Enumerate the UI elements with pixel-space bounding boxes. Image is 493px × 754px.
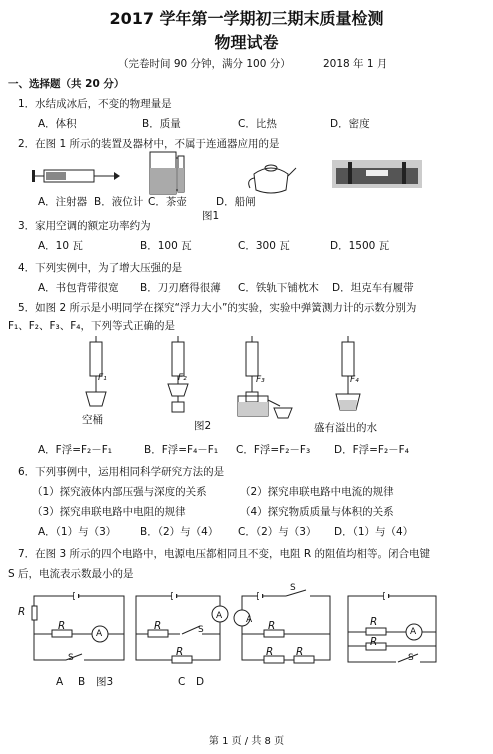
q5-stem-line1: 5．如图 2 所示是小明同学在探究“浮力大小”的实验，实验中弹簧测力计的示数分别为 [18,302,417,314]
q4-stem: 4．下列实例中，为了增大压强的是 [18,262,183,274]
circuit-b-r2: R [176,646,184,658]
circuit-label-b: B [78,676,86,688]
ship-lock-illustration [332,160,422,190]
q5-option-b: B．F浮=F₄－F₁ [144,444,219,456]
q5-option-a: A．F浮=F₂－F₁ [38,444,113,456]
circuit-d-switch: S [408,653,414,663]
q1-option-b: B．质量 [142,118,181,130]
f2-label: F₂ [178,373,187,383]
empty-bucket-label: 空桶 [82,414,103,426]
figure2-caption: 图2 [194,420,212,432]
circuit-c-ammeter: A [246,615,253,625]
circuit-label-a: A [56,676,64,688]
q3-option-a: A．10 瓦 [38,240,83,252]
q4-option-b: B．刀刃磨得很薄 [140,282,221,294]
q2-option-c: C．茶壶 [148,196,187,208]
spring-scale-1 [78,336,114,416]
q6-option-b: B．（2）与（4） [140,526,219,538]
circuit-d-r2: R [370,636,378,648]
circuit-label-d: D [196,676,205,688]
q7-stem-line2: S 后，电流表示数最小的是 [8,568,134,580]
level-gauge-illustration [146,148,188,198]
q2-stem: 2．在图 1 所示的装置及器材中，不属于连通器应用的是 [18,138,280,150]
q1-option-c: C．比热 [238,118,277,130]
circuit-d-r1: R [370,616,378,628]
exam-duration: （完卷时间 90 分钟，满分 100 分） [118,58,291,70]
q4-option-d: D．坦克车有履带 [332,282,414,294]
q5-stem-line2: F₁、F₂、F₃、F₄，下列等式正确的是 [8,320,175,332]
circuit-a [32,588,128,664]
f4-label: F₄ [350,375,359,385]
q6-option-d: D．（1）与（4） [334,526,414,538]
q4-option-a: A．书包背带很宽 [38,282,119,294]
q1-stem: 1．水结成冰后，不变的物理量是 [18,98,172,110]
section-heading: 一、选择题（共 20 分） [8,78,125,90]
q6-option-a: A．（1）与（3） [38,526,117,538]
q1-option-d: D．密度 [330,118,370,130]
circuit-a-ammeter: A [96,629,103,639]
q6-item-3: （3）探究串联电路中电阻的规律 [32,506,186,518]
q1-option-a: A．体积 [38,118,77,130]
circuit-c-r2: R [266,646,274,658]
q5-option-c: C．F浮=F₂－F₃ [236,444,311,456]
circuit-a-r2: R [58,620,66,632]
spring-scale-4 [330,336,366,420]
exam-date: 2018 年 1 月 [323,58,388,70]
q3-option-c: C．300 瓦 [238,240,290,252]
q4-option-c: C．铁轨下铺枕木 [238,282,319,294]
circuit-c [240,588,336,664]
overflow-water-label: 盛有溢出的水 [314,422,377,434]
syringe-illustration [32,160,122,196]
circuit-c-switch: S [290,583,296,593]
subject-title: 物理试卷 [214,33,279,52]
circuit-c-r1: R [268,620,276,632]
f1-label: F₁ [98,373,107,383]
circuit-c-r3: R [296,646,304,658]
q2-option-d: D．船闸 [216,196,256,208]
circuit-a-switch: S [68,653,74,663]
q3-option-d: D．1500 瓦 [330,240,390,252]
f3-label: F₃ [256,375,265,385]
figure3-caption: 图3 [96,676,114,688]
q6-item-2: （2）探究串联电路中电流的规律 [240,486,394,498]
circuit-d-ammeter: A [410,627,417,637]
circuit-b [134,588,234,664]
circuit-label-c: C [178,676,186,688]
q2-option-b: B．液位计 [94,196,144,208]
q2-option-a: A．注射器 [38,196,88,208]
circuit-a-r1: R [18,606,26,618]
q6-item-4: （4）探究物质质量与体积的关系 [240,506,394,518]
q3-option-b: B．100 瓦 [140,240,192,252]
teapot-illustration [246,156,296,196]
circuit-b-r1: R [154,620,162,632]
q6-stem: 6．下列事例中，运用相同科学研究方法的是 [18,466,225,478]
q6-option-c: C．（2）与（3） [238,526,317,538]
circuit-d [346,588,442,666]
circuit-b-switch: S [198,625,204,635]
exam-title: 2017 学年第一学期初三期末质量检测 [109,9,384,28]
q6-item-1: （1）探究液体内部压强与深度的关系 [32,486,207,498]
q5-option-d: D．F浮=F₂－F₄ [334,444,409,456]
q3-stem: 3．家用空调的额定功率约为 [18,220,151,232]
figure1-caption: 图1 [202,210,220,222]
page-number: 第 1 页 / 共 8 页 [208,736,285,747]
q7-stem-line1: 7．在图 3 所示的四个电路中，电源电压都相同且不变，电阻 R 的阻值均相等。闭合电键 [18,548,431,560]
circuit-b-ammeter: A [216,611,223,621]
